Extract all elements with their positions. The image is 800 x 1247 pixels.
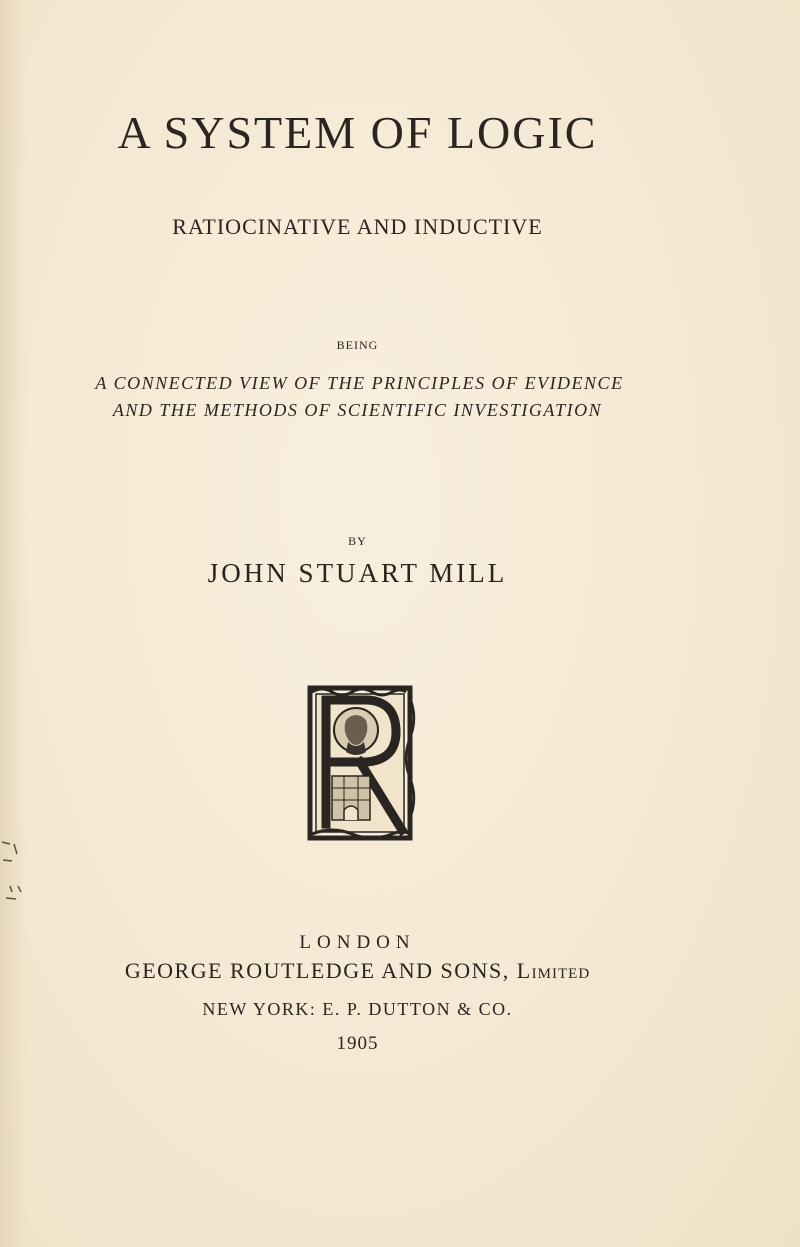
publisher-colophon-icon	[306, 684, 420, 844]
book-title: A SYSTEM OF LOGIC	[117, 107, 598, 158]
being-label: BEING	[336, 338, 379, 352]
description-line-1: A CONNECTED VIEW OF THE PRINCIPLES OF EVIDENCE	[95, 373, 624, 393]
publisher-suffix-initial: L	[516, 958, 532, 983]
publisher-suffix-rest: IMITED	[531, 966, 591, 982]
description-line-2: AND THE METHODS OF SCIENTIFIC INVESTIGATION	[112, 400, 603, 420]
author-name: JOHN STUART MILL	[207, 558, 508, 588]
city-imprint: LONDON	[299, 932, 416, 953]
book-subtitle: RATIOCINATIVE AND INDUCTIVE	[172, 214, 543, 239]
new-york-imprint: NEW YORK: E. P. DUTTON & CO.	[202, 999, 513, 1019]
page-gutter-shadow	[0, 0, 26, 1247]
margin-ink-marks-icon	[0, 838, 30, 908]
publisher-imprint	[0, 958, 715, 984]
publisher-name: GEORGE ROUTLEDGE AND SONS,	[124, 958, 510, 983]
publication-year: 1905	[336, 1033, 379, 1054]
by-label: BY	[348, 534, 367, 548]
